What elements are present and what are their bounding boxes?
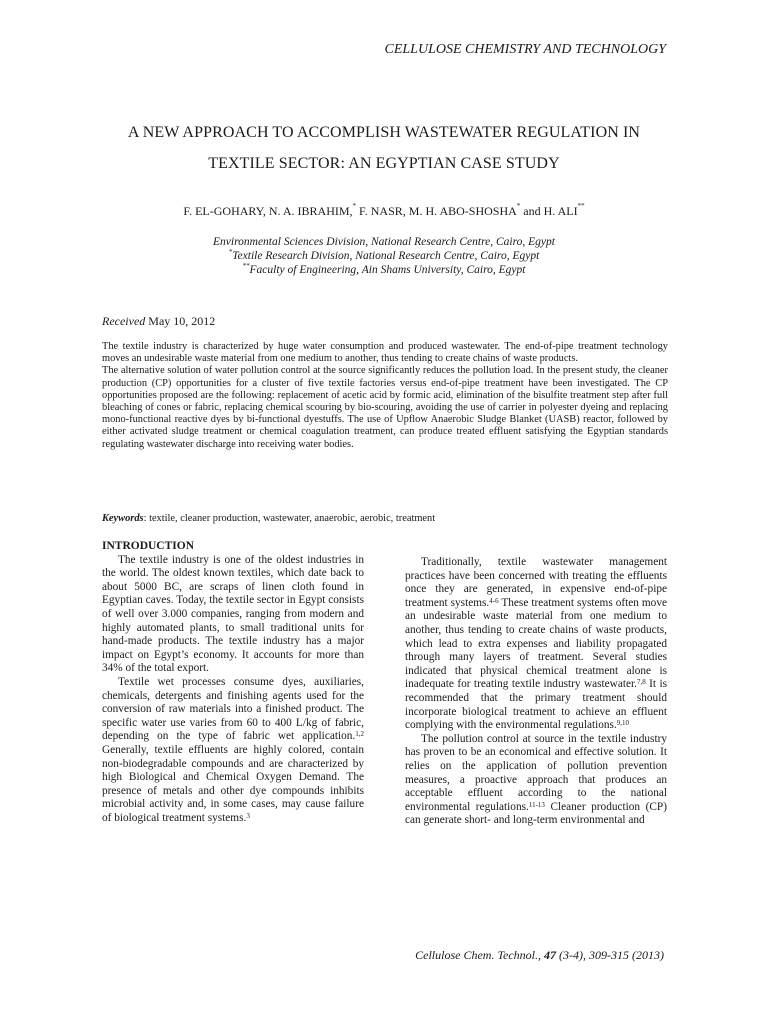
right-p1-a: Traditionally, textile wastewater management practices have been concerned with treating the effluents once they are generated, in expensive end-of-pipe treatment systems. — [405, 556, 667, 609]
right-p2-a: The pollution control at source in the textile industry has proven to be an economical and effective solution. It relies on the application of pollution prevention measures, a proactive approach that produces an acceptable effluent according to the national environmental regulations. — [405, 732, 667, 813]
footer-journal: Cellulose Chem. Technol., — [415, 948, 545, 962]
footer-volume: 47 — [544, 948, 557, 962]
abstract-paragraph-2: The alternative solution of water pollution control at the source significantly reduces the pollution load. In the present study, the cleaner production (CP) opportunities for a cluster of five textile factories versus end-of-pipe treatment have been investigated. The CP opportunities proposed are the following: replacement of acetic acid by formic acid, elimination of the bisulfite treatment step after full bleaching of cones or fabric, replacing chemical scouring by bio-scouring, avoiding the use of carrier in polyester dyeing and replacing mono-functional reactive dyes by bi-functional dyestuffs. The use of Upflow Anaerobic Sludge Blanket (UASB) reactor, followed by either activated sludge treatment or chemical coagulation treatment, can produce treated effluent satisfying the Egyptian standards regulating wastewater discharge into receiving water bodies. — [102, 365, 668, 450]
citation-1-2: 1,2 — [355, 730, 364, 739]
citation-4-6: 4-6 — [489, 596, 499, 605]
citation-7-8: 7,8 — [636, 678, 646, 687]
intro-p2-text: Textile wet processes consume dyes, auxiliaries, chemicals, detergents and finishing agents used for the conversion of raw materials into a finished product. The specific water use varies from 60 to 400 L/kg of fabric, depending on the type of fabric wet application. — [102, 675, 364, 743]
footer-issue-pages: (3-4), 309-315 (2013) — [556, 948, 664, 962]
abstract — [102, 341, 668, 451]
author-list — [0, 204, 768, 219]
left-column — [102, 540, 364, 825]
intro-paragraph-2 — [102, 676, 364, 826]
affiliation-3-mark: ** — [242, 262, 250, 270]
article-title-line-2: TEXTILE SECTOR: AN EGYPTIAN CASE STUDY — [208, 155, 560, 172]
authors-part-1: F. EL-GOHARY, N. A. IBRAHIM, — [183, 204, 353, 218]
received-date — [102, 314, 215, 329]
affiliation-2 — [0, 250, 768, 262]
affiliation-3 — [0, 264, 768, 276]
author-mark-1: * — [352, 202, 357, 210]
authors-part-3: and H. ALI — [520, 204, 578, 218]
received-value: May 10, 2012 — [145, 314, 216, 328]
right-p1-c: It is recommended that the primary treatment should incorporate biological treatment to achieve an effluent complying with the environmental regulations. — [405, 678, 667, 732]
citation-footer — [415, 948, 664, 963]
affiliation-2-text: Textile Research Division, National Research Centre, Cairo, Egypt — [232, 250, 540, 262]
article-title-line-1: A NEW APPROACH TO ACCOMPLISH WASTEWATER REGULATION IN — [127, 124, 641, 141]
keywords-label: Keywords — [102, 513, 144, 524]
keywords — [102, 513, 435, 524]
keywords-text: : textile, cleaner production, wastewater, anaerobic, aerobic, treatment — [143, 513, 436, 524]
right-column — [405, 556, 667, 828]
authors-part-2: F. NASR, M. H. ABO-SHOSHA — [356, 204, 517, 218]
author-mark-3: ** — [577, 202, 585, 210]
journal-header: CELLULOSE CHEMISTRY AND TECHNOLOGY — [384, 42, 666, 57]
abstract-paragraph-1: The textile industry is characterized by huge water consumption and produced wastewater. The end-of-pipe treatment technology moves an undesirable waste material from one medium to another, thus tending to create chains of waste products. — [102, 341, 668, 365]
right-p2-b: Cleaner production (CP) can generate short- and long-term environmental and — [405, 800, 667, 827]
affiliation-3-text: Faculty of Engineering, Ain Shams University, Cairo, Egypt — [249, 264, 526, 276]
intro-p2-text-2: Generally, textile effluents are highly colored, contain non-biodegradable compounds and are characterized by high Biological and Chemical Oxygen Demand. The presence of metals and other dye compounds inhibits microbial activity and, in some cases, may cause failure of biological treatment systems. — [102, 743, 364, 824]
right-p1-b: These treatment systems often move an undesirable waste material from one medium to another, thus tending to create chains of waste products, which lead to extra expenses and liability propagated through many layers of treatment. Several studies indicated that physical chemical treatment alone is inadequate for treating textile industry wastewater. — [405, 596, 667, 691]
citation-11-13: 11-13 — [528, 800, 545, 809]
intro-paragraph-1: The textile industry is one of the oldest industries in the world. The oldest known textiles, which date back to about 5000 BC, are scraps of linen cloth found in Egyptian caves. Today, the textile sector in Egypt consists of well over 3.000 companies, ranging from modern and highly automated plants, to small traditional units for hand-made products. The textile industry has a major impact on Egypt’s economy. It accounts for more than 34% of the total export. — [102, 553, 364, 675]
citation-9-10: 9,10 — [616, 719, 630, 728]
citation-3: 3 — [246, 811, 250, 820]
affiliation-1: Environmental Sciences Division, National Research Centre, Cairo, Egypt — [213, 236, 555, 248]
section-heading-introduction: INTRODUCTION — [102, 540, 195, 552]
affiliation-2-mark: * — [228, 248, 233, 256]
right-paragraph-2 — [405, 733, 667, 828]
right-paragraph-1 — [405, 556, 667, 733]
author-mark-2: * — [516, 202, 521, 210]
received-label: Received — [102, 314, 146, 328]
